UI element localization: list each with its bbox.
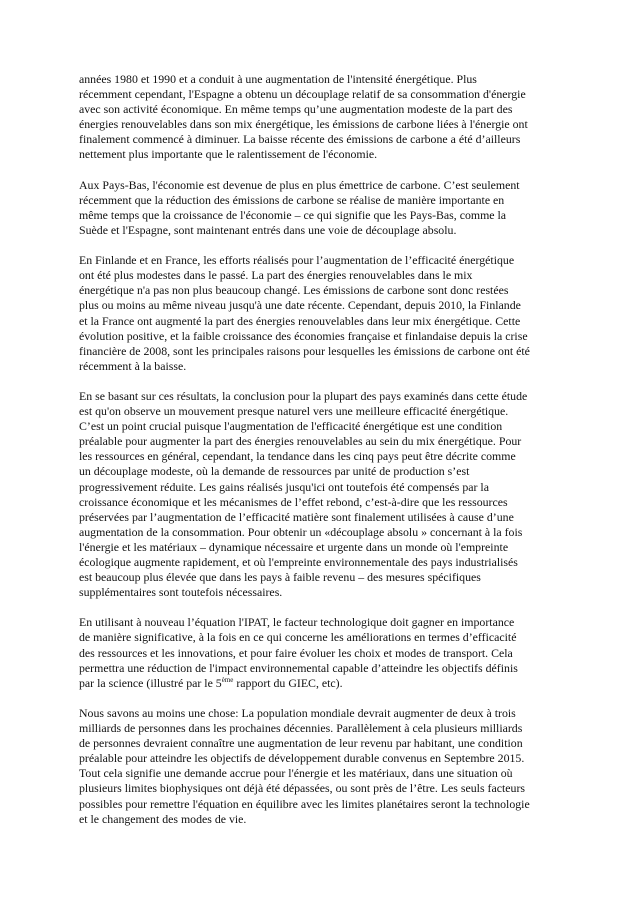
paragraph-conclusion: En se basant sur ces résultats, la conclusion pour la plupart des pays examinés dans cette étude est qu'on observe un mouvement presque naturel vers une meilleure efficacité énergétique. C’est un point crucial puisque l'augmentation de l'efficacité énergétique est une condition préalable pour augmenter la part des énergies renouvelables au sein du mix énergétique. Pour les ressources en général, cependant, la tendance dans les cinq pays peut être décrite comme un découplage modeste, où la demande de ressources par unité de production s’est progressivement réduite. Les gains réalisés jusqu'ici ont toutefois été compensés par la croissance économique et les mécanismes de l’effet rebond, c’est-à-dire que les ressources préservées par l’augmentation de l’efficacité matière sont finalement utilisées à cause d’une augmentation de la consommation. Pour obtenir un «découplage absolu » concernant à la fois l'énergie et les matériaux – dynamique nécessaire et urgente dans un monde où l'empreinte écologique augmente rapidement, et où l'empreinte environnementale des pays industrialisés est beaucoup plus élevée que dans les pays à faible revenu – des mesures spécifiques supplémentaires sont toutefois nécessaires.	[79, 388, 528, 600]
paragraph-spain: années 1980 et 1990 et a conduit à une augmentation de l'intensité énergétique. Plus récemment cependant, l'Espagne a obtenu un découplage relatif de sa consommation d'énergie avec son activité économique. En même temps qu’une augmentation modeste de la part des énergies renouvelables dans son mix énergétique, les émissions de carbone liées à l'énergie ont finalement commencé à diminuer. La baisse récente des émissions de carbone a été d’ailleurs nettement plus importante que le ralentissement de l'économie.	[79, 72, 528, 162]
document-page	[79, 72, 563, 842]
paragraph-population: Nous savons au moins une chose: La population mondiale devrait augmenter de deux à trois milliards de personnes dans les prochaines décennies. Parallèlement à cela plusieurs milliards de personnes devraient connaître une augmentation de leur revenu par habitant, une condition préalable pour atteindre les objectifs de développement durable convenus en Septembre 2015. Tout cela signifie une demande accrue pour l'énergie et les matériaux, dans une situation où plusieurs limites biophysiques ont déjà été dépassées, ou sont près de l’être. Les seuls facteurs possibles pour remettre l'équation en équilibre avec les limites planétaires seront la technologie et le changement des modes de vie.	[79, 705, 530, 826]
ipat-text-before: En utilisant à nouveau l’équation l'IPAT, le facteur technologique doit gagner en importance de manière significative, à la fois en ce qui concerne les améliorations en termes d’efficacité des ressources et les innovations, et pour faire évoluer les choix et modes de transport. Cela permettra une réduction de l'impact environnemental capable d’atteindre les objectifs définis par la science (illustré par le 5	[79, 615, 518, 690]
superscript-eme: ème	[221, 675, 234, 684]
ipat-text-after: rapport du GIEC, etc).	[233, 675, 343, 690]
paragraph-ipat	[79, 615, 563, 690]
paragraph-netherlands: Aux Pays-Bas, l'économie est devenue de plus en plus émettrice de carbone. C’est seulement récemment que la réduction des émissions de carbone se réalise de manière importante en même temps que la croissance de l'économie – ce qui signifie que les Pays-Bas, comme la Suède et l'Espagne, sont maintenant entrés dans une voie de découplage absolu.	[79, 177, 520, 237]
paragraph-finland-france: En Finlande et en France, les efforts réalisés pour l’augmentation de l’efficacité énergétique ont été plus modestes dans le passé. La part des énergies renouvelables dans le mix énergétique n'a pas non plus beaucoup changé. Les émissions de carbone sont donc restées plus ou moins au même niveau jusqu'à une date récente. Cependant, depuis 2010, la Finlande et la France ont augmenté la part des énergies renouvelables dans leur mix énergétique. Cette évolution positive, et la faible croissance des économies française et finlandaise depuis la crise financière de 2008, sont les principales raisons pour lesquelles les émissions de carbone ont été récemment à la baisse.	[79, 253, 530, 373]
